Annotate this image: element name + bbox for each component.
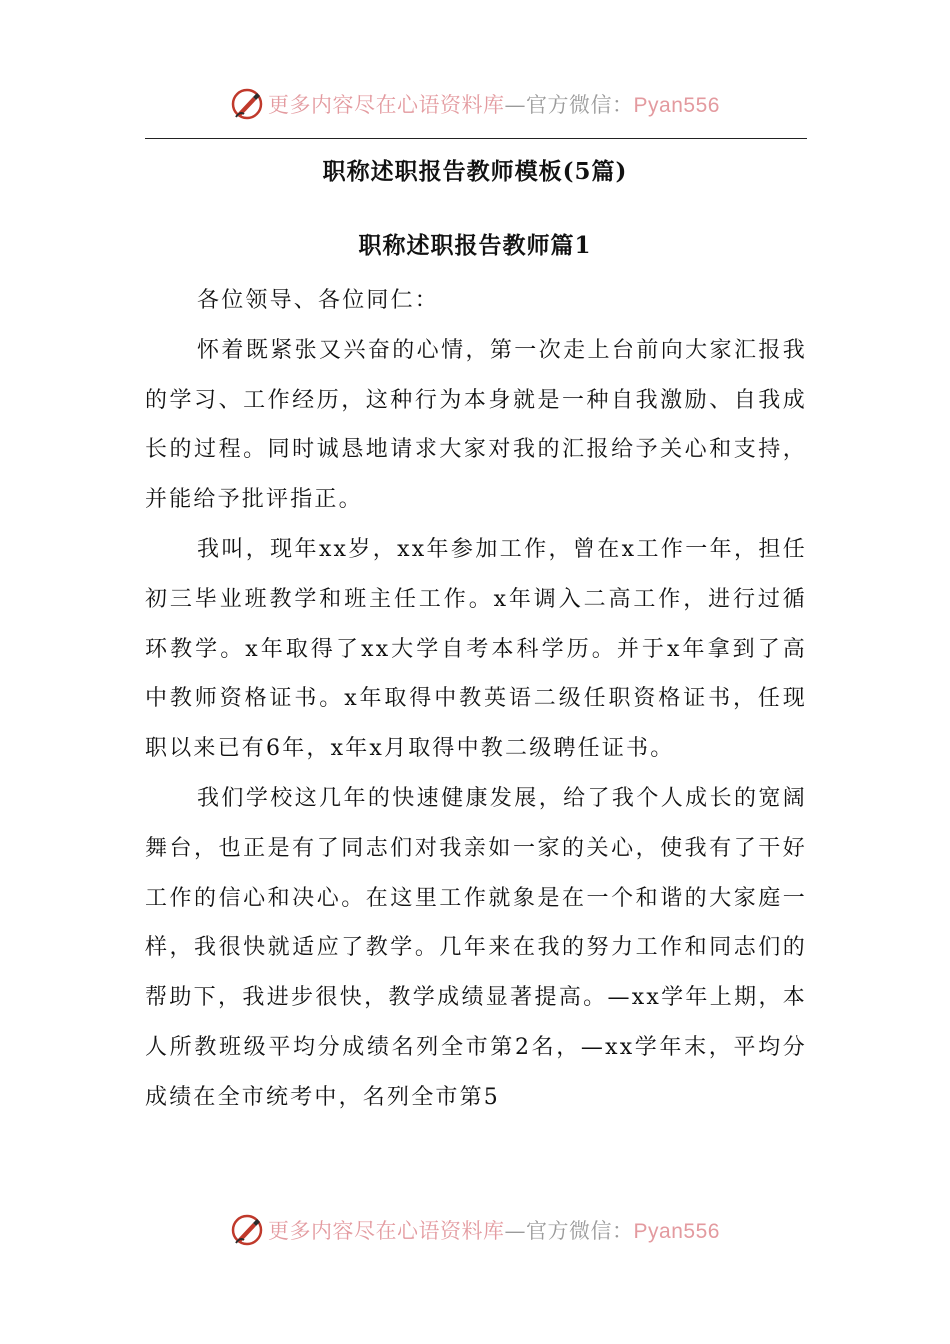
watermark-dash: — — [504, 1219, 527, 1243]
paragraph: 怀着既紧张又兴奋的心情，第一次走上台前向大家汇报我的学习、工作经历，这种行为本身就是一种自我激励、自我成长的过程。同时诚恳地请求大家对我的汇报给予关心和支持，并能给予批评指正。 — [145, 337, 807, 513]
watermark-id: Pyan556 — [633, 1220, 720, 1243]
header-watermark — [0, 84, 950, 124]
document-body — [145, 276, 807, 1123]
watermark-text — [268, 1215, 720, 1245]
watermark-official: 官方微信： — [526, 93, 634, 117]
watermark-site: 更多内容尽在心语资料库 — [268, 1219, 505, 1243]
watermark-text — [268, 89, 720, 119]
paragraph-greeting: 各位领导、各位同仁： — [197, 288, 440, 313]
watermark-site: 更多内容尽在心语资料库 — [268, 93, 505, 117]
pen-logo-icon — [230, 87, 264, 121]
pen-logo-icon — [230, 1213, 264, 1247]
header-rule — [145, 138, 807, 139]
paragraph: 我叫，现年xx岁，xx年参加工作，曾在x工作一年，担任初三毕业班教学和班主任工作。x年调入二高工作，进行过循环教学。x年取得了xx大学自考本科学历。并于x年拿到了高中教师资格证书。x年取得中教英语二级任职资格证书，任现职以来已有6年，x年x月取得中教二级聘任证书。 — [145, 536, 807, 762]
section-title: 职称述职报告教师篇1 — [358, 232, 592, 259]
watermark-official: 官方微信： — [526, 1219, 634, 1243]
footer-watermark — [0, 1210, 950, 1250]
watermark-dash: — — [504, 93, 527, 117]
document-title: 职称述职报告教师模板(5篇) — [322, 158, 628, 185]
watermark-id: Pyan556 — [633, 94, 720, 117]
paragraph: 我们学校这几年的快速健康发展，给了我个人成长的宽阔舞台，也正是有了同志们对我亲如一家的关心，使我有了干好工作的信心和决心。在这里工作就象是在一个和谐的大家庭一样，我很快就适应了教学。几年来在我的努力工作和同志们的帮助下，我进步很快，教学成绩显著提高。—xx学年上期，本人所教班级平均分成绩名列全市第2名，—xx学年末，平均分成绩在全市统考中，名列全市第5 — [145, 785, 807, 1110]
